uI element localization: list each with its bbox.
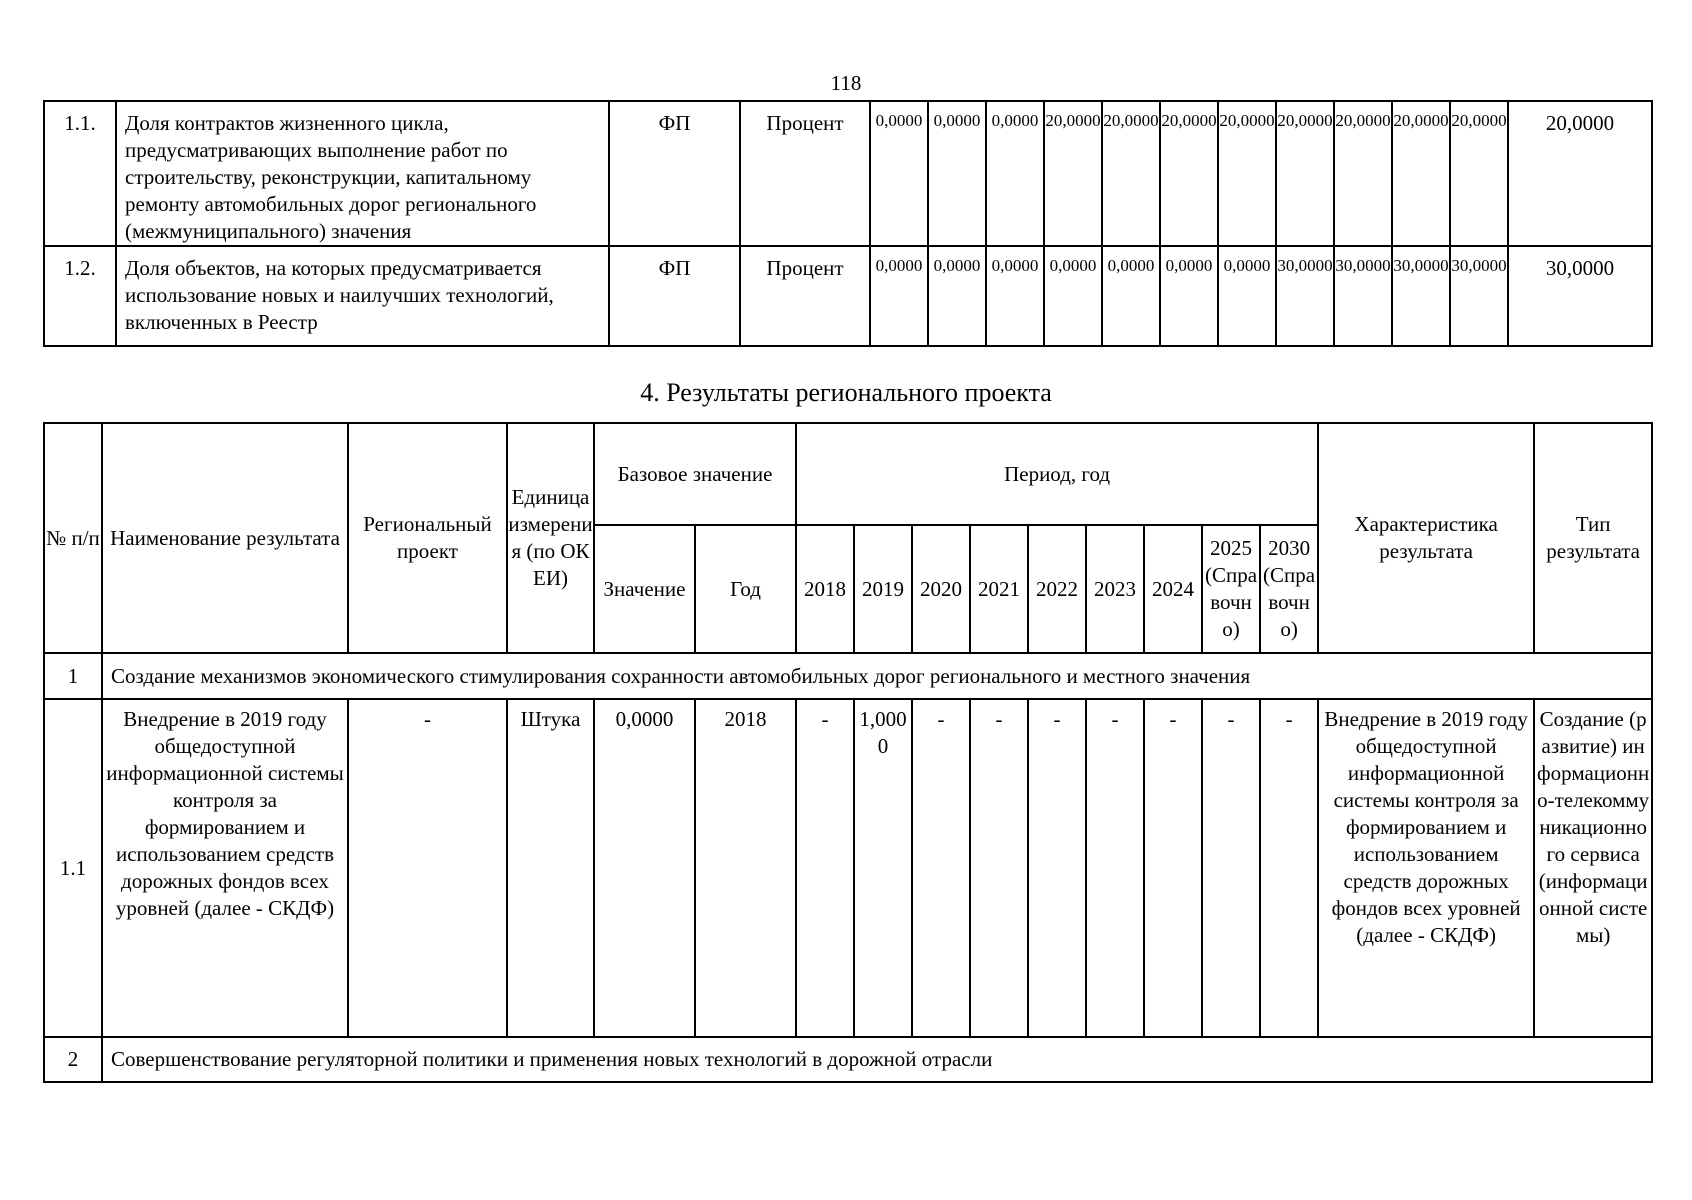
indicator-value: 30,0000 — [1450, 246, 1508, 346]
header-name: Наименование результата — [102, 423, 348, 653]
header-year: 2022 — [1028, 525, 1086, 653]
result-type: Создание (развитие) информационно-телекоммуникационного сервиса (информационной системы) — [1534, 699, 1652, 1037]
result-base-value: 0,0000 — [594, 699, 695, 1037]
result-year-value: - — [1086, 699, 1144, 1037]
indicator-unit: Процент — [740, 246, 870, 346]
indicator-source: ФП — [609, 101, 740, 246]
indicator-value: 30,0000 — [1392, 246, 1450, 346]
indicator-value: 20,0000 — [1392, 101, 1450, 246]
header-year: 2025 (Справочно) — [1202, 525, 1260, 653]
indicator-value: 20,0000 — [1102, 101, 1160, 246]
header-year: 2019 — [854, 525, 912, 653]
indicators-table — [43, 100, 1653, 347]
result-year-value: - — [796, 699, 854, 1037]
indicator-value: 20,0000 — [1450, 101, 1508, 246]
header-year: 2021 — [970, 525, 1028, 653]
indicator-name: Доля объектов, на которых предусматривается использование новых и наилучших технологий, включенных в Реестр — [116, 246, 609, 346]
results-table — [43, 422, 1653, 1083]
indicator-value: 0,0000 — [986, 246, 1044, 346]
indicator-final-value: 20,0000 — [1508, 101, 1652, 246]
header-year: 2020 — [912, 525, 970, 653]
header-unit: Единица измерения (по ОКЕИ) — [507, 423, 594, 653]
indicator-value: 20,0000 — [1276, 101, 1334, 246]
indicator-unit: Процент — [740, 101, 870, 246]
section-title: 4. Результаты регионального проекта — [640, 378, 1052, 407]
header-period: Период, год — [796, 423, 1318, 525]
table-row — [44, 246, 1652, 346]
result-unit: Штука — [507, 699, 594, 1037]
header-type: Тип результата — [1534, 423, 1652, 653]
table-row — [44, 699, 1652, 1037]
header-year: 2030 (Справочно) — [1260, 525, 1318, 653]
indicator-value: 0,0000 — [1044, 246, 1102, 346]
result-year-value: - — [970, 699, 1028, 1037]
task-number: 2 — [44, 1037, 102, 1082]
indicator-value: 0,0000 — [928, 101, 986, 246]
indicator-value: 20,0000 — [1160, 101, 1218, 246]
result-year-value: - — [1260, 699, 1318, 1037]
header-base-year: Год — [695, 525, 796, 653]
indicator-final-value: 30,0000 — [1508, 246, 1652, 346]
header-year: 2024 — [1144, 525, 1202, 653]
indicator-value: 20,0000 — [1044, 101, 1102, 246]
task-row — [44, 653, 1652, 699]
header-base: Базовое значение — [594, 423, 796, 525]
result-year-value: - — [1028, 699, 1086, 1037]
result-base-year: 2018 — [695, 699, 796, 1037]
indicator-value: 0,0000 — [870, 246, 928, 346]
table-row — [44, 101, 1652, 246]
indicator-value: 0,0000 — [1160, 246, 1218, 346]
row-number: 1.1. — [44, 101, 116, 246]
indicator-value: 0,0000 — [986, 101, 1044, 246]
indicator-value: 30,0000 — [1334, 246, 1392, 346]
task-title: Совершенствование регуляторной политики и применения новых технологий в дорожной отрасли — [102, 1037, 1652, 1082]
indicator-value: 0,0000 — [1102, 246, 1160, 346]
result-name: Внедрение в 2019 году общедоступной информационной системы контроля за формированием и использованием средств дорожных фондов всех уровней (далее - СКДФ) — [102, 699, 348, 1037]
indicator-value: 20,0000 — [1218, 101, 1276, 246]
header-characteristic: Характеристика результата — [1318, 423, 1534, 653]
header-row — [44, 423, 1652, 525]
result-year-value: - — [1202, 699, 1260, 1037]
task-row — [44, 1037, 1652, 1082]
row-number: 1.2. — [44, 246, 116, 346]
task-title: Создание механизмов экономического стимулирования сохранности автомобильных дорог регионального и местного значения — [102, 653, 1652, 699]
header-year: 2018 — [796, 525, 854, 653]
indicator-value: 0,0000 — [928, 246, 986, 346]
page-number: 118 — [830, 71, 862, 95]
indicator-value: 20,0000 — [1334, 101, 1392, 246]
header-year: 2023 — [1086, 525, 1144, 653]
indicator-name: Доля контрактов жизненного цикла, предусматривающих выполнение работ по строительству, реконструкции, капитальному ремонту автомобильных дорог регионального (межмуниципального) значения — [116, 101, 609, 246]
indicator-source: ФП — [609, 246, 740, 346]
indicator-value: 30,0000 — [1276, 246, 1334, 346]
header-num: № п/п — [44, 423, 102, 653]
header-project: Региональный проект — [348, 423, 507, 653]
result-characteristic: Внедрение в 2019 году общедоступной информационной системы контроля за формированием и использованием средств дорожных фондов всех уровней (далее - СКДФ) — [1318, 699, 1534, 1037]
row-number: 1.1 — [44, 699, 102, 1037]
result-year-value: 1,0000 — [854, 699, 912, 1037]
task-number: 1 — [44, 653, 102, 699]
indicator-value: 0,0000 — [1218, 246, 1276, 346]
result-project: - — [348, 699, 507, 1037]
result-year-value: - — [1144, 699, 1202, 1037]
result-year-value: - — [912, 699, 970, 1037]
header-base-value: Значение — [594, 525, 695, 653]
indicator-value: 0,0000 — [870, 101, 928, 246]
